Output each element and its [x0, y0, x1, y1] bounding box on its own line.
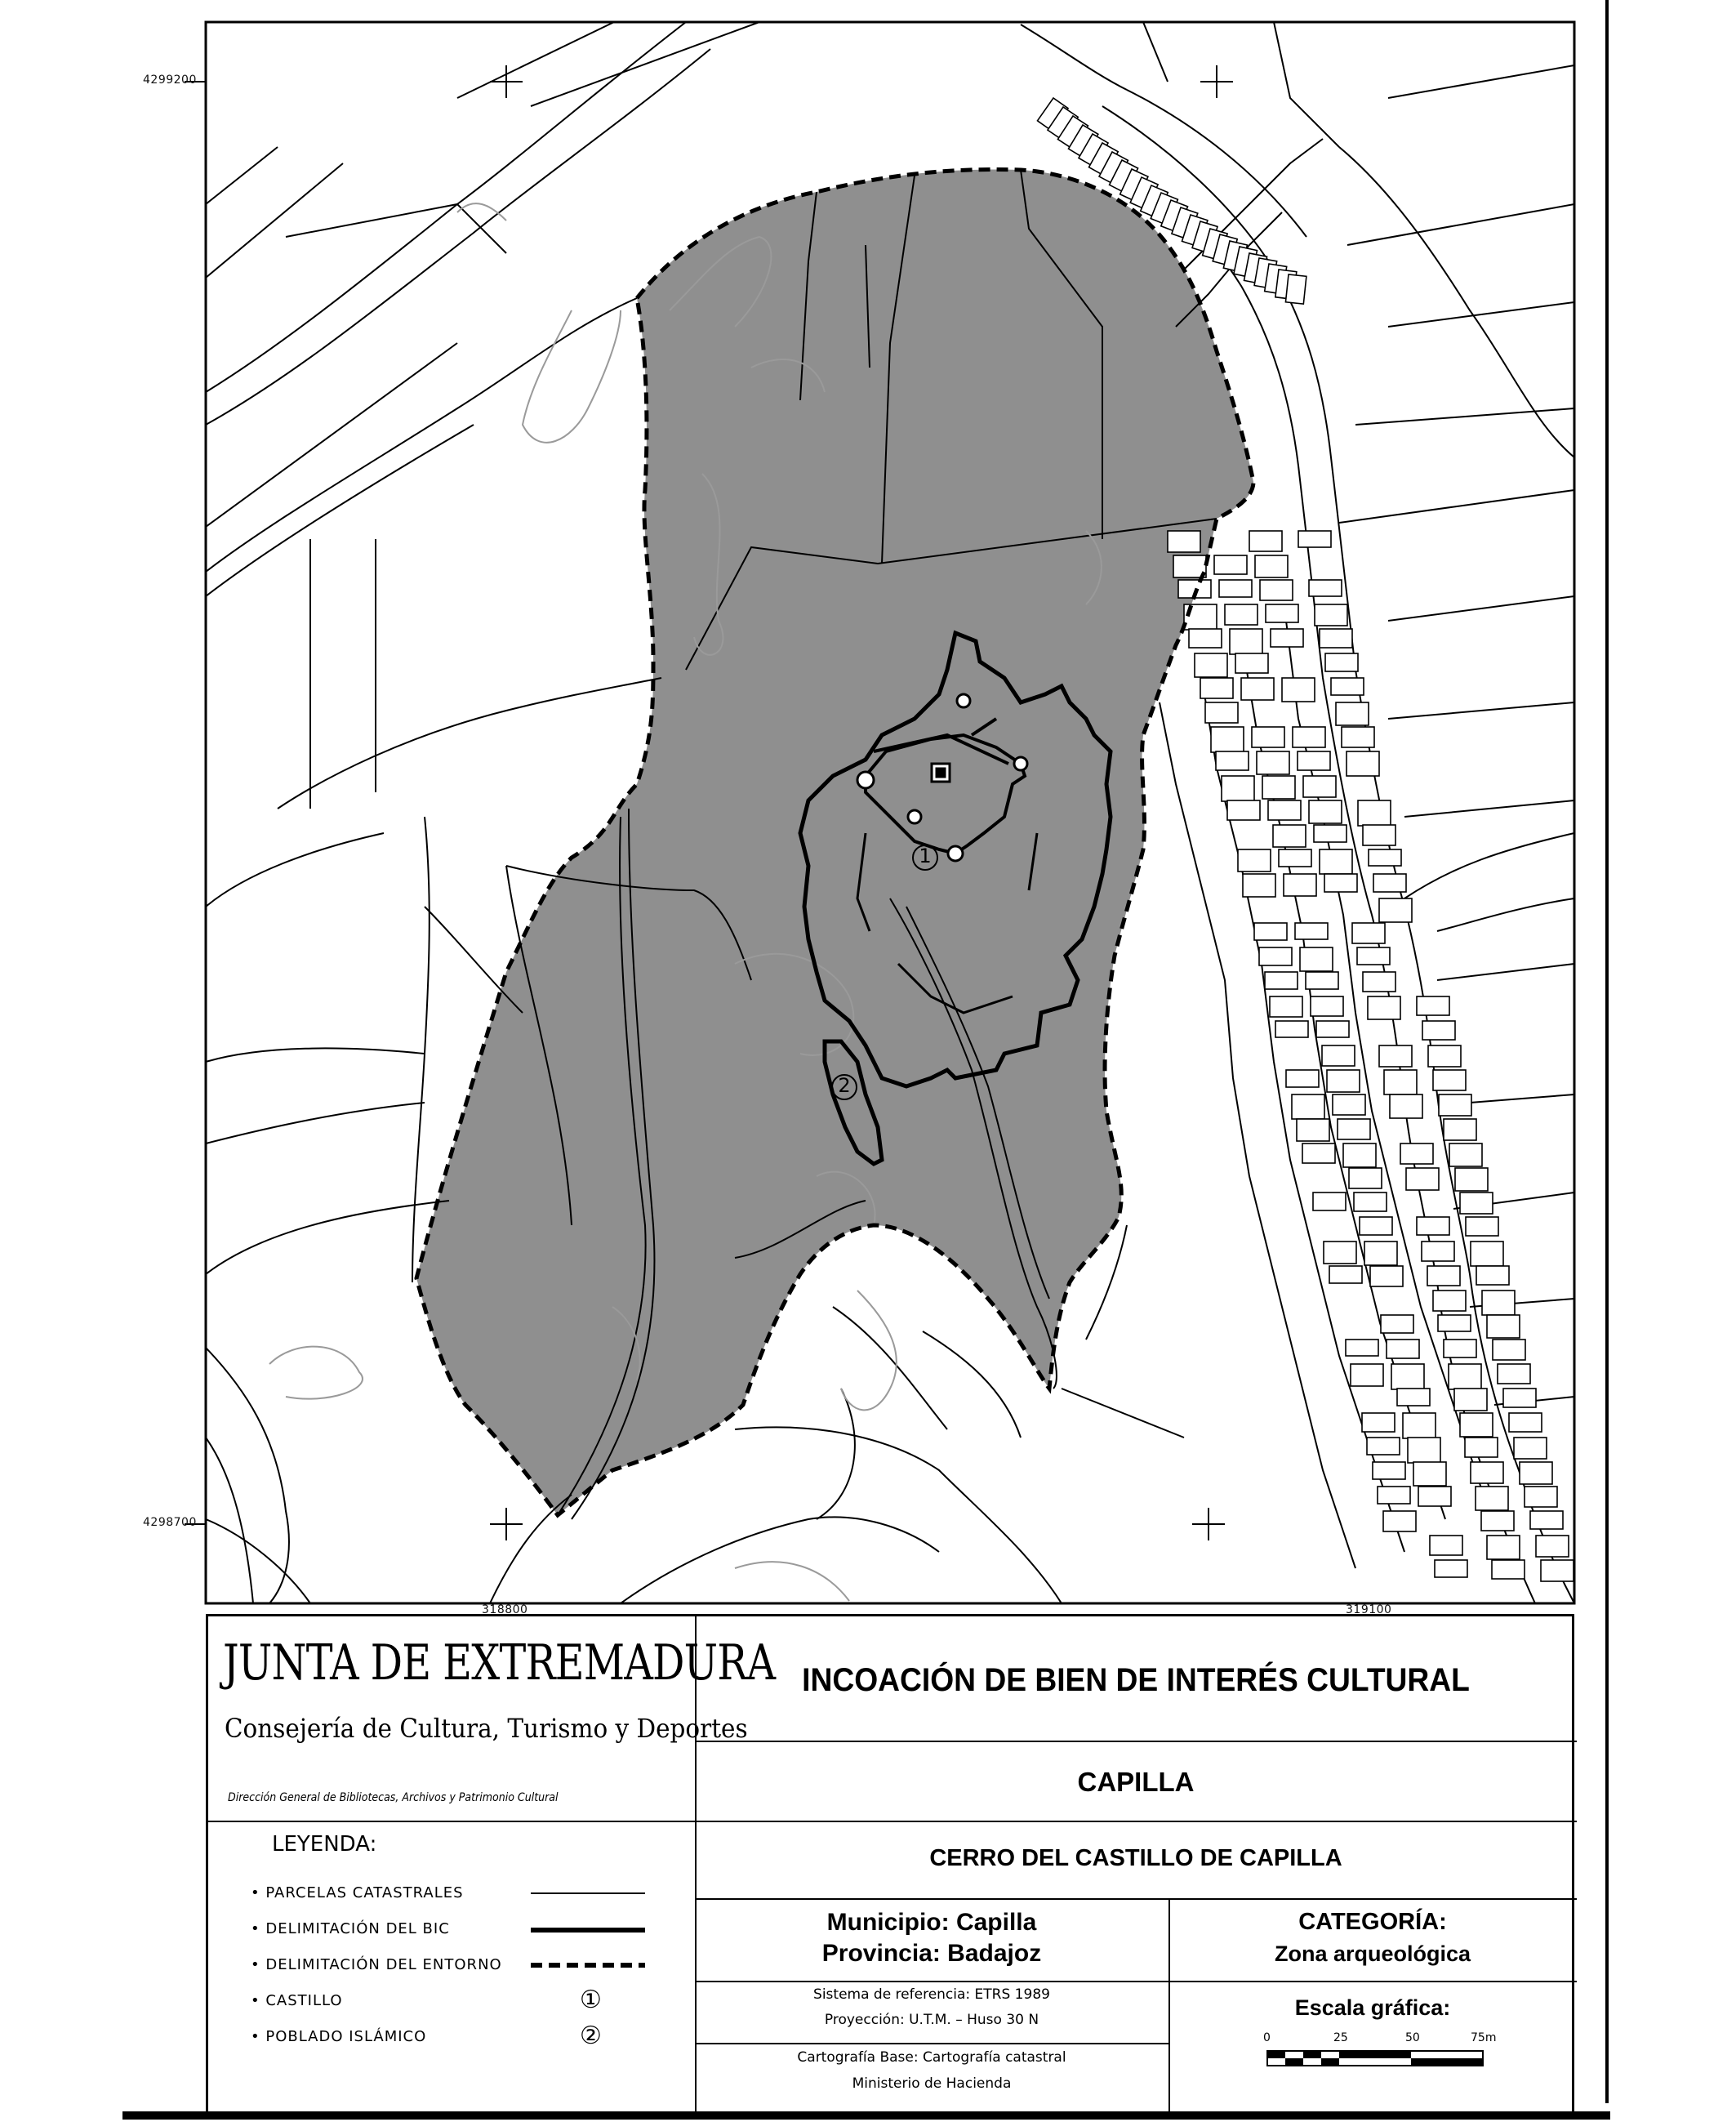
coord-x-left: 318800 — [482, 1603, 528, 1616]
house-block — [1449, 1364, 1481, 1389]
house-block — [1298, 531, 1331, 547]
house-block — [1503, 1389, 1536, 1407]
house-block — [1311, 996, 1343, 1016]
house-block — [1254, 923, 1287, 940]
divider — [1168, 1981, 1577, 1982]
coord-x-right: 319100 — [1346, 1603, 1392, 1616]
house-block — [1369, 849, 1401, 866]
house-block — [1427, 1266, 1460, 1286]
castle-marker-label: 1 — [919, 845, 932, 867]
house-block — [1397, 1389, 1430, 1406]
house-block — [1260, 580, 1293, 600]
house-block — [1313, 1193, 1346, 1210]
house-block — [1286, 1070, 1319, 1087]
house-block — [1370, 1266, 1403, 1286]
house-block — [1471, 1242, 1503, 1266]
legend-symbol-dashed-line — [531, 1963, 645, 1968]
house-block — [1195, 653, 1227, 677]
house-block — [1268, 800, 1301, 820]
house-block — [1418, 1487, 1451, 1506]
house-block — [1189, 629, 1222, 648]
house-block — [1364, 1242, 1397, 1265]
house-block — [1541, 1560, 1574, 1581]
house-block — [1306, 972, 1338, 989]
house-block — [1205, 702, 1238, 723]
house-block — [1346, 1340, 1378, 1356]
house-block — [1249, 531, 1282, 551]
legend-symbol-islamic: ② — [580, 2022, 602, 2050]
house-block — [1444, 1119, 1476, 1140]
house-block — [1357, 947, 1390, 965]
house-block — [1465, 1438, 1498, 1457]
house-block — [1413, 1462, 1446, 1486]
house-block — [1536, 1536, 1569, 1557]
house-block — [1439, 1094, 1471, 1116]
house-block — [1297, 1119, 1329, 1141]
house-block — [1476, 1266, 1509, 1285]
house-block — [1379, 1045, 1412, 1067]
house-block — [1363, 825, 1395, 845]
house-block — [1487, 1536, 1520, 1559]
divider — [208, 1821, 695, 1822]
house-block — [1266, 604, 1298, 622]
scale-tick-75m: 75m — [1471, 2031, 1497, 2044]
provincia: Provincia: Badajoz — [821, 1940, 1042, 1967]
divider — [695, 1898, 1577, 1900]
divider — [695, 1981, 1168, 1982]
house-block — [1243, 874, 1275, 897]
house-block — [1216, 751, 1249, 770]
page-border-right — [1605, 0, 1609, 2103]
house-block — [1271, 629, 1303, 647]
house-block — [1466, 1217, 1498, 1236]
house-block — [1284, 874, 1316, 896]
house-block — [1509, 1413, 1542, 1432]
house-block — [1329, 1266, 1362, 1283]
house-block — [1252, 727, 1284, 747]
house-block — [1444, 1340, 1476, 1357]
title-block — [206, 1614, 1574, 2117]
house-block — [1358, 800, 1391, 826]
categoria-value: Zona arqueológica — [1274, 1941, 1471, 1966]
directorate-name: Dirección General de Bibliotecas, Archivos y Patrimonio Cultural — [228, 1791, 559, 1804]
house-block — [1378, 1487, 1410, 1504]
house-block — [1241, 678, 1274, 700]
house-block — [1262, 776, 1295, 799]
house-block — [1211, 727, 1244, 752]
place-name: CAPILLA — [1077, 1767, 1195, 1797]
legend-symbol-castle: ① — [580, 1986, 602, 2014]
islamic-marker-label: 2 — [838, 1074, 851, 1097]
house-block — [1368, 996, 1400, 1019]
house-block — [1373, 874, 1406, 892]
legend-item-castle: • CASTILLO — [251, 1992, 343, 2009]
house-block — [1293, 727, 1325, 747]
house-block — [1383, 1511, 1416, 1531]
house-block — [1384, 1070, 1417, 1094]
house-block — [1498, 1364, 1530, 1384]
house-block — [1492, 1560, 1525, 1579]
house-block — [1460, 1413, 1493, 1437]
house-block — [1422, 1021, 1455, 1040]
scale-label: Escala gráfica: — [1294, 1995, 1451, 2020]
house-block — [1351, 1364, 1383, 1386]
house-block — [1331, 678, 1364, 695]
house-block — [1487, 1315, 1520, 1338]
house-block — [1316, 1021, 1349, 1037]
house-block — [1435, 1560, 1467, 1577]
house-block — [1454, 1389, 1487, 1411]
house-block — [1300, 947, 1333, 971]
house-block — [1282, 678, 1315, 702]
house-block — [1222, 776, 1254, 801]
legend-item-parcels: • PARCELAS CATASTRALES — [251, 1884, 464, 1901]
divider — [695, 1821, 1577, 1822]
house-block — [1433, 1291, 1466, 1311]
base-cartography: Cartografía Base: Cartografía catastral — [797, 2049, 1066, 2066]
house-block — [1403, 1413, 1436, 1438]
house-block — [1342, 727, 1374, 747]
legend-item-islamic: • POBLADO ISLÁMICO — [251, 2028, 427, 2045]
reference-system: Sistema de referencia: ETRS 1989 — [813, 1986, 1050, 2003]
house-block — [1273, 825, 1306, 847]
house-block — [1338, 1119, 1370, 1139]
house-block — [1391, 1364, 1424, 1389]
house-block — [1270, 996, 1302, 1017]
house-block — [1347, 751, 1379, 776]
legend-symbol-thin-line — [531, 1892, 645, 1894]
house-block — [1295, 923, 1328, 939]
house-block — [1352, 923, 1385, 943]
coord-y-bottom: 4298700 — [143, 1516, 197, 1529]
house-block — [1349, 1168, 1382, 1188]
scale-tick-0: 0 — [1263, 2031, 1271, 2044]
house-block — [1227, 800, 1260, 820]
house-block — [1363, 972, 1395, 992]
house-block — [1324, 874, 1357, 892]
house-block — [1238, 849, 1271, 872]
house-block — [1219, 580, 1252, 597]
divider — [695, 1741, 1577, 1742]
house-block — [1460, 1193, 1493, 1214]
scale-tick-50: 50 — [1405, 2031, 1420, 2044]
house-block — [1333, 1094, 1365, 1115]
house-block — [1400, 1143, 1433, 1164]
house-block — [1362, 1413, 1395, 1432]
house-block — [1449, 1143, 1482, 1166]
house-block — [1430, 1536, 1462, 1555]
house-block — [1214, 555, 1247, 574]
divider — [695, 2043, 1168, 2044]
house-block — [1471, 1462, 1503, 1483]
department-name: Consejería de Cultura, Turismo y Deportes — [225, 1713, 748, 1744]
house-block — [1336, 702, 1369, 725]
house-block — [1257, 751, 1289, 774]
scale-bar — [1263, 2031, 1511, 2080]
house-block — [1373, 1462, 1405, 1479]
house-block — [1309, 580, 1342, 596]
house-block — [1520, 1462, 1552, 1484]
house-block — [1298, 751, 1330, 770]
house-block — [1235, 653, 1268, 673]
house-block — [1320, 629, 1352, 648]
house-block — [1476, 1487, 1508, 1510]
house-block — [1381, 1315, 1413, 1333]
house-block — [1314, 825, 1347, 842]
ministry: Ministerio de Hacienda — [852, 2075, 1012, 2092]
house-block — [1168, 531, 1200, 552]
house-block — [1417, 996, 1449, 1015]
house-block — [1285, 274, 1306, 304]
scale-tick-25: 25 — [1333, 2031, 1348, 2044]
house-block — [1493, 1340, 1525, 1360]
coord-y-top: 4299200 — [143, 74, 197, 87]
house-block — [1275, 1021, 1308, 1037]
house-block — [1514, 1438, 1547, 1459]
main-title: INCOACIÓN DE BIEN DE INTERÉS CULTURAL — [802, 1662, 1470, 1698]
legend-item-entorno: • DELIMITACIÓN DEL ENTORNO — [251, 1956, 502, 1973]
house-block — [1482, 1291, 1515, 1315]
house-block — [1422, 1242, 1454, 1261]
categoria-label: CATEGORÍA: — [1298, 1909, 1447, 1935]
house-block — [1292, 1094, 1324, 1119]
house-block — [1259, 947, 1292, 965]
house-block — [1481, 1511, 1514, 1531]
house-block — [1408, 1438, 1440, 1463]
projection: Proyección: U.T.M. – Huso 30 N — [824, 2012, 1039, 2028]
scale-bar-graphic — [1266, 2049, 1487, 2074]
house-block — [1327, 1070, 1360, 1092]
house-block — [1325, 653, 1358, 671]
house-block — [1343, 1143, 1376, 1167]
house-block — [1379, 898, 1412, 922]
house-block — [1360, 1217, 1392, 1235]
house-block — [1406, 1168, 1439, 1190]
house-block — [1255, 555, 1288, 577]
house-block — [1200, 678, 1233, 698]
house-block — [1438, 1315, 1471, 1331]
house-block — [1225, 604, 1257, 625]
house-block — [1324, 1242, 1356, 1264]
site-name: CERRO DEL CASTILLO DE CAPILLA — [929, 1845, 1342, 1871]
house-block — [1230, 629, 1262, 654]
house-block — [1525, 1487, 1557, 1507]
legend-title: LEYENDA: — [272, 1832, 377, 1857]
municipio: Municipio: Capilla — [826, 1909, 1037, 1936]
legend-symbol-thick-line — [531, 1928, 645, 1933]
house-block — [1387, 1340, 1419, 1358]
house-block — [1309, 800, 1342, 823]
entorno-area — [416, 169, 1253, 1515]
house-block — [1433, 1070, 1466, 1090]
house-block — [1417, 1217, 1449, 1235]
legend-item-bic: • DELIMITACIÓN DEL BIC — [251, 1920, 450, 1937]
house-block — [1367, 1438, 1400, 1455]
house-block — [1354, 1193, 1387, 1211]
house-block — [1315, 604, 1347, 626]
house-block — [1302, 1143, 1335, 1163]
house-block — [1320, 849, 1352, 874]
house-block — [1455, 1168, 1488, 1191]
house-block — [1322, 1045, 1355, 1066]
house-block — [1530, 1511, 1563, 1529]
house-block — [1390, 1094, 1422, 1118]
house-block — [1265, 972, 1298, 989]
house-block — [1428, 1045, 1461, 1067]
house-block — [1303, 776, 1336, 797]
house-block — [1279, 849, 1311, 867]
org-name: JUNTA DE EXTREMADURA — [223, 1634, 776, 1692]
